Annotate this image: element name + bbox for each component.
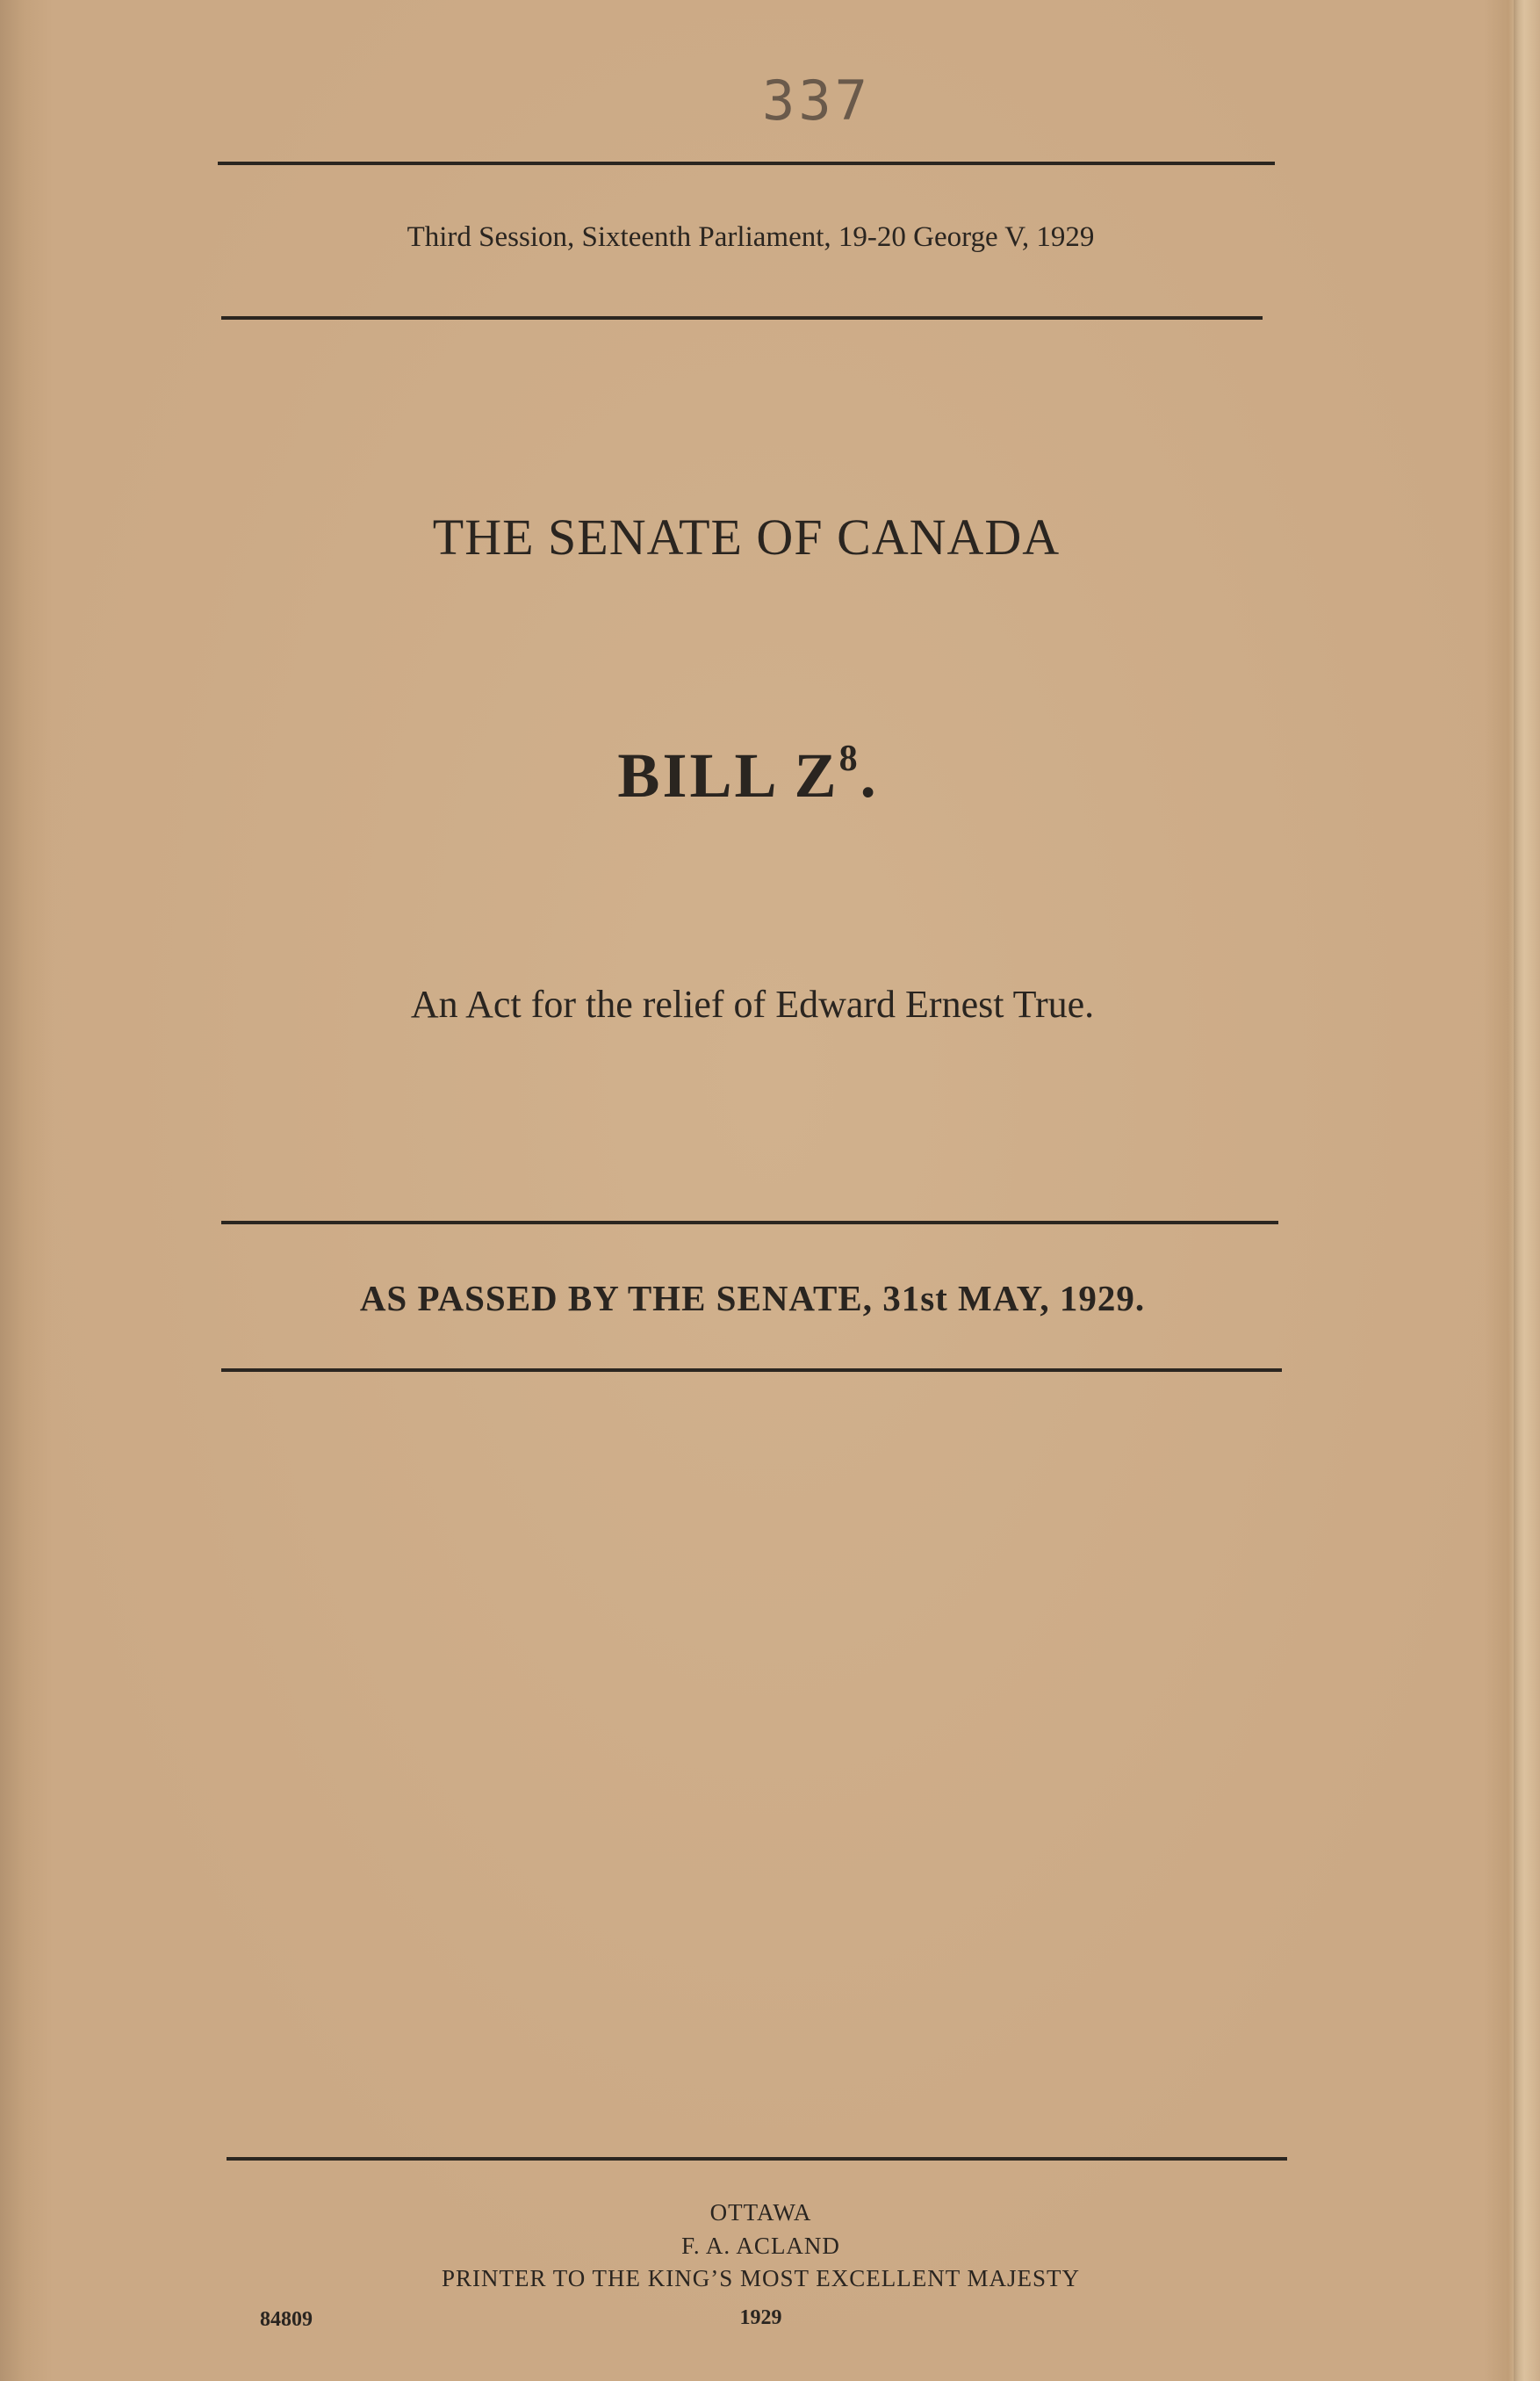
passed-line: AS PASSED BY THE SENATE, 31st MAY, 1929. [359, 1278, 1146, 1318]
stamped-number: 337 [762, 69, 871, 133]
bill-prefix: BILL Z [617, 740, 839, 811]
imprint-rule [227, 2157, 1287, 2161]
passed-bottom-rule [221, 1368, 1282, 1372]
bill-suffix: . [860, 740, 879, 811]
imprint-year: 1929 [739, 2306, 782, 2329]
page-edge [1514, 0, 1540, 2381]
imprint-printer-title: PRINTER TO THE KING’S MOST EXCELLENT MAJESTY [441, 2265, 1081, 2291]
imprint-city: OTTAWA [709, 2199, 812, 2226]
chamber-heading: THE SENATE OF CANADA [432, 509, 1061, 566]
bill-superscript: 8 [838, 739, 860, 779]
imprint-printer: F. A. ACLAND [681, 2233, 840, 2259]
session-line: Third Session, Sixteenth Parliament, 19-20 George V, 1929 [407, 221, 1095, 253]
job-number: 84809 [260, 2308, 313, 2331]
session-rule [221, 316, 1263, 320]
top-rule [218, 162, 1275, 165]
passed-top-rule [221, 1221, 1278, 1224]
act-title: An Act for the relief of Edward Ernest True. [410, 983, 1095, 1026]
bill-title [0, 740, 1496, 812]
